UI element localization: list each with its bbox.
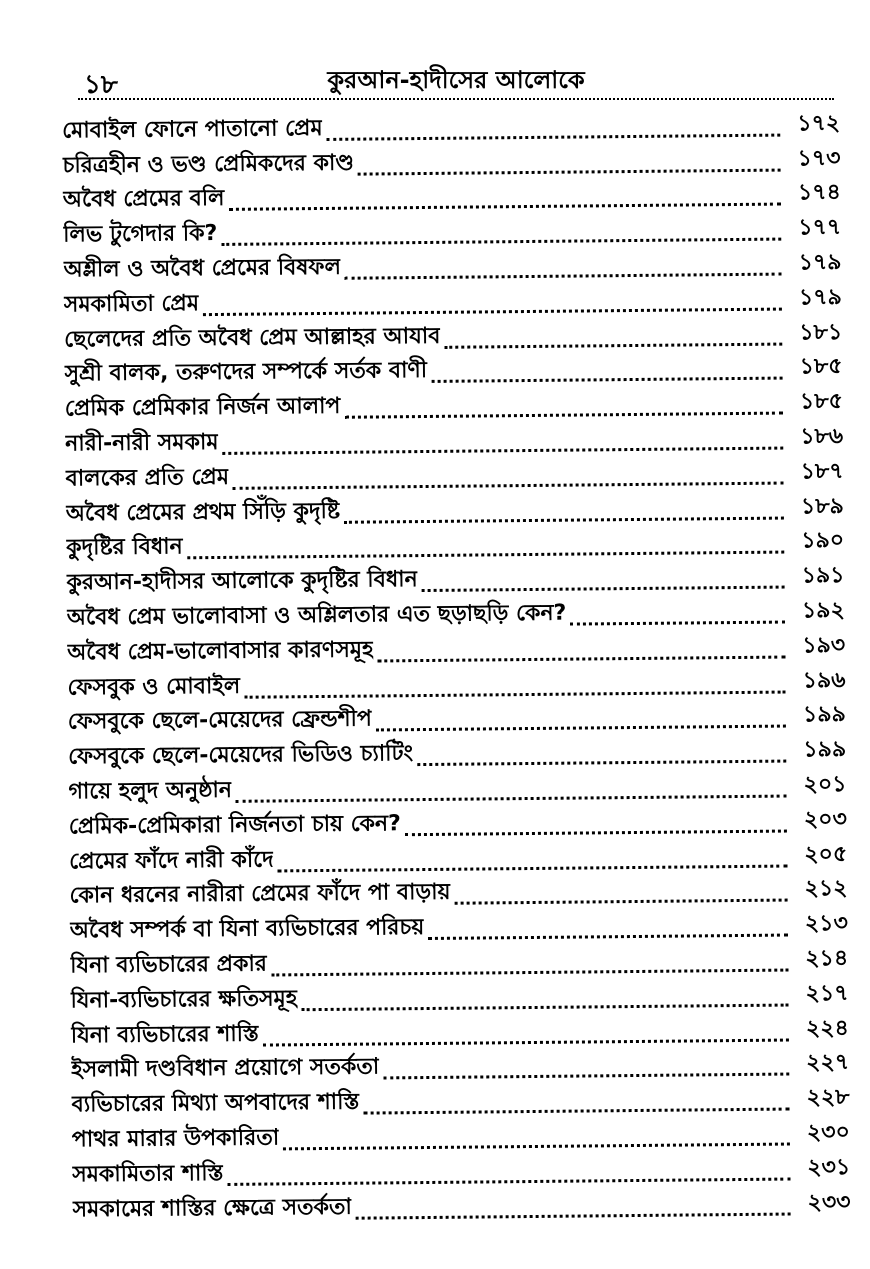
toc-entry-title: ছেলেদের প্রতি অবৈধ প্রেম আল্লাহর আযাব: [64, 323, 441, 353]
toc-entry-page: ২১৩: [804, 911, 848, 937]
toc-entry-title: সমকামিতা প্রেম: [63, 290, 200, 318]
dot-leader: [445, 342, 783, 348]
toc-entry-page: ১৮৫: [799, 389, 843, 415]
toc-entry-page: ২২৪: [805, 1015, 849, 1041]
dot-leader: [405, 829, 787, 836]
toc-entry-page: ১৮১: [799, 319, 843, 345]
dot-leader: [278, 864, 788, 872]
toc-entry-page: ২০৫: [804, 841, 848, 867]
toc-entry-title: ফেসবুক ও মোবাইল: [67, 673, 241, 700]
toc-entry-title: ফেসবুকে ছেলে-মেয়েদের ভিডিও চ্যাটিং: [68, 741, 414, 770]
toc-entry-title: মোবাইল ফোনে পাতানো প্রেম: [62, 115, 323, 144]
toc-entry-page: ১৮৫: [799, 354, 843, 380]
dot-leader: [344, 516, 784, 523]
toc-entry-page: ১৭২: [797, 110, 841, 137]
toc-entry-page: ২০১: [803, 771, 847, 798]
dot-leader: [263, 1038, 789, 1046]
dot-leader: [431, 377, 782, 383]
toc-entry-page: ২২৮: [806, 1085, 850, 1111]
toc-entry-page: ২২৭: [806, 1050, 850, 1076]
toc-entry-page: ২৩০: [806, 1119, 850, 1146]
dot-leader: [223, 447, 784, 455]
toc-entry-page: ১৯৯: [803, 737, 847, 763]
toc-entry-title: কুদৃষ্টির বিধান: [66, 534, 183, 561]
toc-entry-title: অবৈধ প্রেমের প্রথম সিঁড়ি কুদৃষ্টি: [65, 498, 341, 527]
toc-entry-title: প্রেমিক প্রেমিকার নির্জন আলাপ: [64, 393, 341, 422]
running-title: কুরআন-হাদীসের আলোকে: [327, 66, 585, 94]
dot-leader: [187, 551, 784, 560]
dot-leader: [383, 1073, 789, 1080]
toc-entry-title: অবৈধ সম্পর্ক বা যিনা ব্যভিচারের পরিচয়: [69, 915, 425, 944]
toc-entry-title: প্রেমের ফাঁদে নারী কাঁদে: [69, 847, 274, 874]
toc-entry-page: ১৭৭: [798, 215, 842, 241]
toc-entry-page: ১৭৯: [798, 249, 842, 276]
toc-entry-page: ১৮৯: [800, 493, 844, 519]
page-header: [78, 58, 834, 100]
dot-leader: [233, 481, 784, 489]
toc-entry-title: অবৈধ প্রেম ভালোবাসা ও অশ্লিলতার এত ছড়াছড়ি কেন?: [66, 600, 567, 631]
dot-leader: [417, 760, 786, 767]
toc-entry-title: কোন ধরনের নারীরা প্রেমের ফাঁদে পা বাড়ায়: [69, 880, 451, 909]
toc-entry-title: কুরআন-হাদীসর আলোকে কুদৃষ্টির বিধান: [66, 567, 418, 596]
toc-entry-page: ২১৪: [805, 945, 849, 972]
dot-leader: [221, 238, 781, 246]
dot-leader: [422, 586, 785, 592]
toc-entry-page: ১৭৯: [798, 284, 842, 311]
dot-leader: [327, 133, 781, 140]
toc-entry-page: ১৯৩: [802, 632, 846, 659]
toc-entry-page: ১৭৪: [797, 180, 841, 206]
toc-entry-title: অবৈধ প্রেমের বলি: [62, 186, 225, 213]
toc-entry-title: যিনা ব্যভিচারের শাস্তি: [70, 1021, 259, 1048]
toc-entry-title: সুশ্রী বালক, তরুণদের সম্পর্কে সর্তক বাণী: [64, 358, 428, 387]
dot-leader: [301, 1003, 788, 1011]
dot-leader: [455, 899, 788, 905]
toc-entry-title: সমকামের শাস্তির ক্ষেত্রে সতর্কতা: [72, 1194, 352, 1222]
toc-entry-title: পাথর মারার উপকারিতা: [71, 1125, 280, 1153]
table-of-contents: [62, 108, 851, 1229]
toc-entry-title: অবৈধ প্রেম-ভালোবাসার কারণসমূহ: [67, 637, 374, 666]
toc-entry-title: অশ্লীল ও অবৈধ প্রেমের বিষফল: [63, 254, 342, 283]
toc-entry-page: ২১২: [804, 876, 848, 902]
toc-entry-page: ১৭৩: [797, 145, 841, 172]
toc-entry-title: যিনা ব্যভিচারের প্রকার: [70, 951, 268, 979]
toc-entry-title: যিনা-ব্যভিচারের ক্ষতিসমূহ: [70, 985, 298, 1014]
dot-leader: [345, 412, 783, 419]
toc-entry-title: ইসলামী দণ্ডবিধান প্রয়োগে সতর্কতা: [71, 1054, 380, 1083]
dot-leader: [203, 307, 782, 316]
toc-entry-page: ২০৩: [803, 806, 847, 833]
toc-entry-page: ১৯৯: [802, 702, 846, 728]
dot-leader: [283, 1142, 790, 1150]
toc-entry-title: বালকের প্রতি প্রেম: [65, 464, 230, 492]
toc-entry-page: ২৩১: [807, 1154, 851, 1181]
dot-leader: [428, 934, 788, 940]
dot-leader: [376, 725, 786, 732]
dot-leader: [345, 273, 782, 280]
dot-leader: [229, 203, 781, 211]
toc-entry-title: লিভ টুগেদার কি?: [63, 221, 218, 248]
toc-entry-title: নারী-নারী সমকাম: [65, 429, 219, 457]
toc-entry-page: ২৩৩: [807, 1189, 851, 1215]
page-number: ১৮: [84, 70, 118, 100]
dot-leader: [227, 1177, 790, 1185]
toc-entry-page: ১৮৬: [800, 423, 844, 450]
toc-entry-page: ১৯২: [801, 597, 845, 624]
toc-entry-title: ফেসবুকে ছেলে-মেয়েদের ফ্রেন্ডশীপ: [67, 706, 372, 735]
toc-entry: [72, 1187, 850, 1229]
dot-leader: [358, 168, 781, 175]
toc-entry-title: ব্যভিচারের মিথ্যা অপবাদের শাস্তি: [71, 1089, 360, 1118]
dot-leader: [236, 794, 787, 802]
toc-entry-page: ১৯৬: [802, 667, 846, 693]
dot-leader: [244, 690, 785, 698]
dot-leader: [363, 1108, 789, 1115]
toc-entry-title: প্রেমিক-প্রেমিকারা নির্জনতা চায় কেন?: [68, 810, 401, 840]
toc-entry-page: ১৯১: [801, 563, 845, 589]
toc-entry-page: ১৯০: [801, 528, 845, 554]
dot-leader: [271, 968, 788, 976]
dot-leader: [356, 1212, 791, 1219]
toc-entry-page: ১৮৭: [800, 458, 844, 485]
dot-leader: [378, 655, 786, 662]
toc-entry-title: সমকামিতার শাস্তি: [72, 1160, 224, 1188]
toc-entry-title: চরিত্রহীন ও ভণ্ড প্রেমিকদের কাণ্ড: [62, 150, 355, 179]
toc-entry-page: ২১৭: [805, 980, 849, 1007]
dot-leader: [570, 621, 785, 626]
toc-entry-title: গায়ে হলুদ অনুষ্ঠান: [68, 777, 233, 805]
